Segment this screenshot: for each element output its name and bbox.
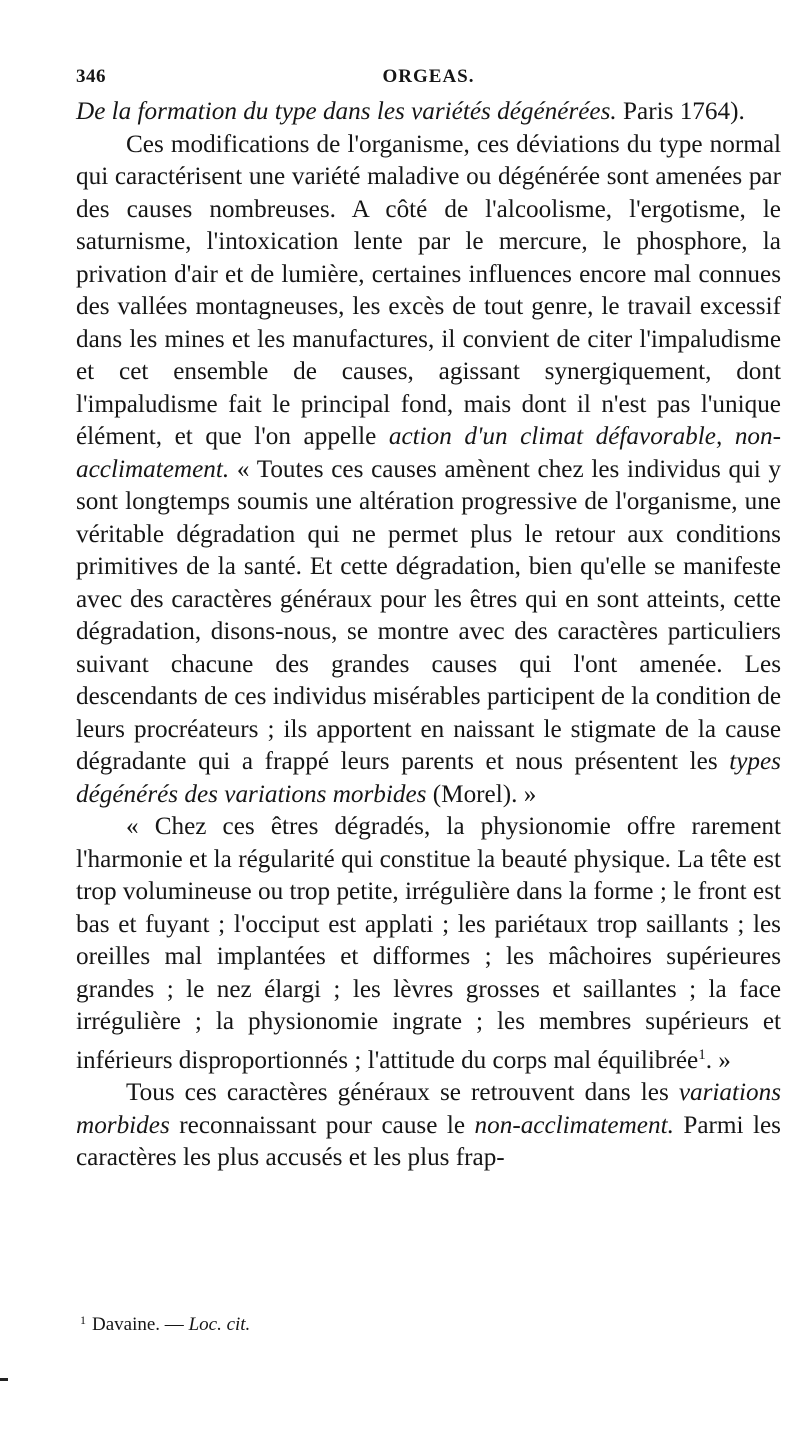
text-segment: (Morel). » <box>426 780 537 808</box>
paragraph <box>76 1077 781 1175</box>
paragraph <box>76 129 781 812</box>
scan-edge-mark <box>0 1378 8 1381</box>
paragraph <box>76 96 781 129</box>
text-segment: . » <box>705 1046 731 1074</box>
text-segment: Parmi les caractères les plus accusés et les plus frap- <box>76 1111 781 1171</box>
text-segment: Tous ces caractères généraux se retrouvent dans les <box>126 1079 679 1106</box>
paragraph <box>76 811 781 1077</box>
text-segment: Paris 1764). <box>616 98 745 125</box>
italic-text: variations morbides <box>76 1079 781 1139</box>
text-segment: « Chez ces êtres dégradés, la physionomie offre rarement l'harmonie et la régularité qui constitue la beauté physique. La tête est trop volumineuse ou trop petite, irrégulière dans la forme ; le front est bas et fuyant ; l'occiput est applati ; les pariétaux trop saillants ; les oreilles mal implantées et difformes ; les mâchoires supérieures grandes ; le nez élargi ; les lèvres grosses et saillantes ; la face irrégulière ; la physionomie ingrate ; les membres supérieurs et inférieurs disproportionnés ; l'attitude du corps mal équilibrée <box>76 813 781 1074</box>
italic-text: non-acclimatement. <box>474 1111 674 1139</box>
running-title: ORGEAS. <box>382 66 475 87</box>
text-segment: reconnaissant pour cause le <box>169 1111 475 1139</box>
italic-text: De la formation du type dans les variétés dégénérées. <box>76 98 617 125</box>
page <box>76 60 781 1175</box>
footnote-marker: 1 <box>80 1313 86 1327</box>
page-header <box>76 60 781 96</box>
body-text <box>76 96 781 1175</box>
text-segment: « Toutes ces causes amènent chez les individus qui y sont longtemps soumis une altération progressive de l'organisme, une véritable dégradation qui ne permet plus le retour aux conditions primitives de la santé. Et cette dégradation, bien qu'elle se manifeste avec des caractères généraux pour les êtres qui en sont atteints, cette dégradation, disons-nous, se montre avec des caractères particuliers suivant chacune des grandes causes qui l'ont amenée. Les descendants de ces individus misérables participent de la condition de leurs procréateurs ; ils apportent en naissant le stigmate de la cause dégradante qui a frappé leurs parents et nous présentent les <box>76 455 781 775</box>
footnote-ref-marker: 1 <box>698 1046 706 1063</box>
page-number: 346 <box>76 66 106 87</box>
footnote-text: Davaine. — <box>92 1314 189 1335</box>
text-segment: Ces modifications de l'organisme, ces déviations du type normal qui caractérisent une variété maladive ou dégénérée sont amenées par des causes nombreuses. A côté de l'alcoolisme, l'ergotisme, le saturnisme, l'intoxication lente par le mercure, le phosphore, la privation d'air et de lumière, certaines influences encore mal connues des vallées montagneuses, les excès de tout genre, le travail excessif dans les mines et les manufactures, il convient de citer l'impaludisme et cet ensemble de causes, agissant synergiquement, dont l'impaludisme fait le principal fond, mais dont il n'est pas l'unique élément, et que l'on appelle <box>76 130 781 450</box>
italic-text: action d'un climat défavorable, non-acclimatement. <box>76 423 781 483</box>
italic-text: types dégénérés des variations morbides <box>76 748 781 808</box>
footnote-reference: Loc. cit. <box>188 1314 251 1335</box>
footnote <box>80 1313 250 1336</box>
